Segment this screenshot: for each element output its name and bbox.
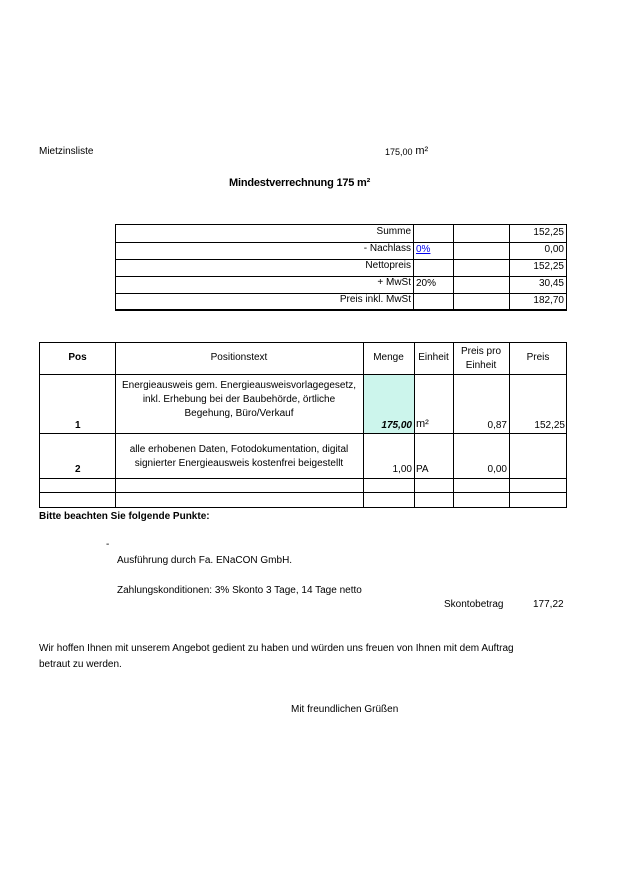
row2-pos: 2 bbox=[75, 464, 81, 475]
header-text: Positionstext bbox=[210, 352, 268, 363]
row1-price: 152,25 bbox=[534, 420, 565, 431]
closing-line1: Wir hoffen Ihnen mit unserem Angebot gedient zu haben und würden uns freuen von Ihnen mit dem Auftrag bbox=[39, 643, 514, 654]
row2-qty: 1,00 bbox=[392, 464, 412, 475]
notes-dash: - bbox=[106, 539, 110, 550]
row2-unit-price: 0,00 bbox=[487, 464, 507, 475]
list-label: Mietzinsliste bbox=[39, 146, 94, 157]
row2-text-line: alle erhobenen Daten, Fotodokumentation, digital bbox=[129, 444, 349, 455]
row2-text bbox=[115, 443, 363, 471]
row1-text bbox=[115, 379, 363, 421]
closing-line2: betraut zu werden. bbox=[39, 659, 122, 670]
header-unit-price-line2: Einheit bbox=[465, 360, 497, 371]
summary-row-net bbox=[116, 259, 566, 277]
row-divider bbox=[40, 374, 566, 375]
summary-value: 182,70 bbox=[533, 295, 564, 306]
row-divider bbox=[40, 492, 566, 493]
header-qty: Menge bbox=[373, 352, 404, 363]
summary-row-vat bbox=[116, 276, 566, 294]
vat-percent: 20% bbox=[416, 278, 437, 289]
summary-value: 152,25 bbox=[533, 261, 564, 272]
summary-row-sum bbox=[116, 225, 566, 243]
summary-row-discount bbox=[116, 242, 566, 260]
row2-unit: PA bbox=[416, 464, 429, 475]
summary-value: 152,25 bbox=[533, 227, 564, 238]
row1-text-line: inkl. Erhebung bei der Baubehörde, örtliche bbox=[142, 394, 336, 405]
summary-row-gross bbox=[116, 293, 566, 310]
closing-greeting: Mit freundlichen Grüßen bbox=[291, 704, 399, 715]
header-unit-price-line1: Preis pro bbox=[460, 346, 501, 357]
row-divider bbox=[40, 433, 566, 434]
row-divider bbox=[40, 478, 566, 479]
notes-heading: Bitte beachten Sie folgende Punkte: bbox=[39, 511, 210, 522]
summary-table bbox=[115, 224, 567, 311]
skonto-value: 177,22 bbox=[533, 599, 564, 610]
header-pos: Pos bbox=[68, 352, 87, 363]
row1-text-line: Begehung, Büro/Verkauf bbox=[184, 408, 294, 419]
row1-pos: 1 bbox=[75, 420, 81, 431]
area-value: 175,00 bbox=[385, 147, 413, 157]
summary-value: 0,00 bbox=[544, 244, 564, 255]
row1-unit: m² bbox=[416, 418, 429, 430]
summary-label: - Nachlass bbox=[363, 243, 411, 254]
skonto-label: Skontobetrag bbox=[444, 599, 504, 610]
row1-qty: 175,00 bbox=[381, 420, 412, 431]
summary-label: Nettopreis bbox=[365, 260, 411, 271]
header-unit: Einheit bbox=[418, 352, 449, 363]
summary-label: Preis inkl. MwSt bbox=[339, 294, 411, 305]
column-divider bbox=[115, 343, 116, 507]
summary-label: + MwSt bbox=[377, 277, 411, 288]
notes-execution: Ausführung durch Fa. ENaCON GmbH. bbox=[117, 555, 293, 566]
area-readout bbox=[385, 145, 428, 158]
summary-label: Summe bbox=[376, 226, 411, 237]
page-title: Mindestverrechnung 175 m² bbox=[229, 177, 371, 189]
discount-percent-link[interactable]: 0% bbox=[416, 244, 431, 255]
area-unit: m² bbox=[415, 145, 429, 157]
positions-table bbox=[39, 342, 567, 508]
summary-value: 30,45 bbox=[538, 278, 564, 289]
row1-unit-price: 0,87 bbox=[487, 420, 507, 431]
row2-text-line: signierter Energieausweis kostenfrei beigestellt bbox=[134, 458, 344, 469]
notes-payment: Zahlungskonditionen: 3% Skonto 3 Tage, 14 Tage netto bbox=[117, 585, 362, 596]
header-unit-price bbox=[453, 345, 509, 373]
header-price: Preis bbox=[526, 352, 550, 363]
column-divider bbox=[414, 343, 415, 507]
row1-text-line: Energieausweis gem. Energieausweisvorlagegesetz, bbox=[121, 380, 357, 391]
